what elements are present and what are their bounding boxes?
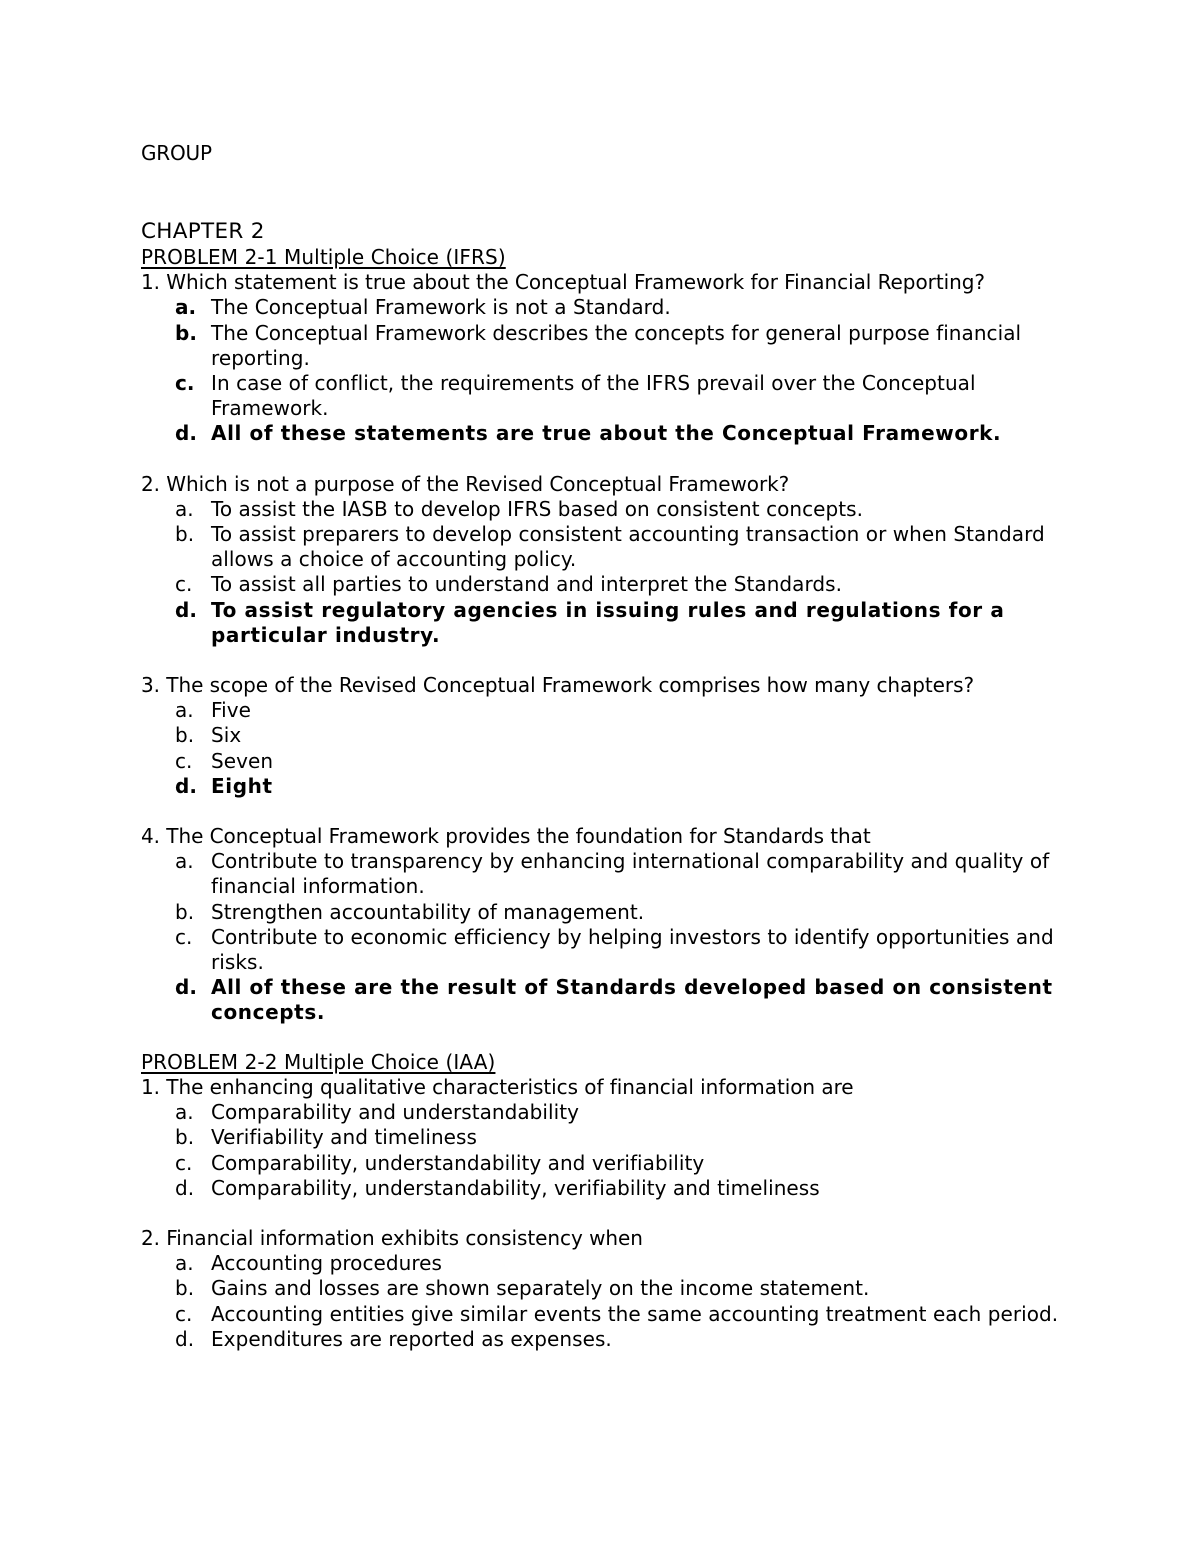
choice-letter: a. (175, 496, 194, 521)
choice-item (141, 497, 1061, 522)
choice-letter: b. (175, 899, 195, 924)
choice-text: All of these statements are true about the Conceptual Framework. (211, 421, 1002, 446)
choice-text: To assist the IASB to develop IFRS based on consistent concepts. (211, 496, 864, 521)
chapter-title: CHAPTER 2 (141, 219, 265, 244)
choice-letter: a. (175, 295, 197, 320)
choice-item (141, 1276, 1061, 1301)
choice-letter: d. (175, 975, 197, 1000)
problem-2-1 (141, 245, 1061, 1026)
choice-text: Accounting procedures (211, 1251, 442, 1276)
choice-list (141, 1100, 1061, 1201)
choice-letter: c. (175, 1301, 193, 1326)
choice-letter: d. (175, 597, 197, 622)
choice-item (141, 925, 1061, 975)
question-item (141, 472, 1061, 648)
problem-2-2 (141, 1050, 1061, 1352)
choice-text: The Conceptual Framework describes the concepts for general purpose financial reporting. (211, 320, 1022, 370)
choice-item (141, 1176, 1061, 1201)
choice-item (141, 522, 1061, 572)
choice-item (141, 900, 1061, 925)
question-stem: 1. Which statement is true about the Conceptual Framework for Financial Reporting? (141, 270, 985, 295)
choice-text: All of these are the result of Standards developed based on consistent concepts. (211, 975, 1053, 1025)
choice-text: To assist all parties to understand and interpret the Standards. (211, 572, 843, 597)
choice-letter: d. (175, 1326, 195, 1351)
question-stem: 2. Which is not a purpose of the Revised Conceptual Framework? (141, 471, 790, 496)
question-stem: 1. The enhancing qualitative characteristics of financial information are (141, 1074, 854, 1099)
choice-item (141, 1302, 1061, 1327)
choice-text: In case of conflict, the requirements of the IFRS prevail over the Conceptual Framework. (211, 371, 976, 421)
choice-item (141, 572, 1061, 597)
choice-text: Contribute to economic efficiency by helping investors to identify opportunities and risks. (211, 924, 1054, 975)
choice-item-answer (141, 975, 1061, 1025)
choice-item-answer (141, 598, 1061, 648)
choice-text: Gains and losses are shown separately on the income statement. (211, 1276, 870, 1301)
question-item (141, 1075, 1061, 1201)
document-page (141, 141, 1061, 1352)
choice-item (141, 1151, 1061, 1176)
question-item (141, 1226, 1061, 1352)
choice-list (141, 698, 1061, 799)
question-stem: 4. The Conceptual Framework provides the foundation for Standards that (141, 824, 871, 849)
question-stem: 2. Financial information exhibits consistency when (141, 1225, 643, 1250)
choice-text: Accounting entities give similar events the same accounting treatment each period. (211, 1301, 1059, 1326)
choice-text: The Conceptual Framework is not a Standard. (211, 295, 671, 320)
choice-text: To assist regulatory agencies in issuing rules and regulations for a particular industry. (211, 597, 1005, 647)
choice-list (141, 497, 1061, 648)
choice-letter: b. (175, 723, 195, 748)
choice-letter: c. (175, 572, 193, 597)
problem-heading: PROBLEM 2-1 Multiple Choice (IFRS) (141, 245, 506, 269)
choice-letter: a. (175, 1100, 194, 1125)
choice-item (141, 1125, 1061, 1150)
problem-heading: PROBLEM 2-2 Multiple Choice (IAA) (141, 1049, 496, 1074)
choice-letter: a. (175, 849, 194, 874)
choice-text: Eight (211, 773, 273, 798)
choice-letter: b. (175, 1276, 195, 1301)
choice-text: Contribute to transparency by enhancing international comparability and quality of financial information. (211, 849, 1050, 899)
choice-item (141, 1327, 1061, 1352)
choice-letter: c. (175, 924, 193, 949)
choice-text: Comparability, understandability and verifiability (211, 1150, 705, 1175)
choice-letter: d. (175, 773, 197, 798)
choice-text: Verifiability and timeliness (211, 1125, 477, 1150)
choice-text: Comparability, understandability, verifiability and timeliness (211, 1175, 820, 1200)
choice-text: Comparability and understandability (211, 1100, 580, 1125)
choice-item (141, 1100, 1061, 1125)
choice-item (141, 321, 1061, 371)
choice-letter: c. (175, 371, 195, 396)
choice-item-answer (141, 421, 1061, 446)
choice-item (141, 1251, 1061, 1276)
choice-item (141, 723, 1061, 748)
choice-text: Six (211, 723, 242, 748)
choice-letter: c. (175, 1150, 193, 1175)
choice-letter: a. (175, 1251, 194, 1276)
choice-item (141, 295, 1061, 320)
question-item (141, 673, 1061, 799)
choice-list (141, 849, 1061, 1025)
question-item (141, 270, 1061, 446)
choice-letter: d. (175, 1175, 195, 1200)
choice-letter: d. (175, 421, 197, 446)
choice-item-answer (141, 774, 1061, 799)
choice-list (141, 295, 1061, 446)
choice-letter: b. (175, 1125, 195, 1150)
choice-item (141, 749, 1061, 774)
choice-text: Seven (211, 748, 274, 773)
choice-text: Strengthen accountability of management. (211, 899, 645, 924)
choice-letter: a. (175, 698, 194, 723)
choice-letter: c. (175, 748, 193, 773)
choice-item (141, 849, 1061, 899)
question-stem: 3. The scope of the Revised Conceptual Framework comprises how many chapters? (141, 673, 975, 698)
choice-list (141, 1251, 1061, 1352)
choice-item (141, 698, 1061, 723)
group-label: GROUP (141, 141, 212, 165)
choice-letter: b. (175, 320, 197, 345)
question-item (141, 824, 1061, 1026)
choice-item (141, 371, 1061, 421)
choice-text: To assist preparers to develop consistent accounting transaction or when Standard allows a choice of accounting policy. (211, 522, 1045, 572)
choice-text: Expenditures are reported as expenses. (211, 1326, 612, 1351)
choice-letter: b. (175, 522, 195, 547)
choice-text: Five (211, 698, 251, 723)
